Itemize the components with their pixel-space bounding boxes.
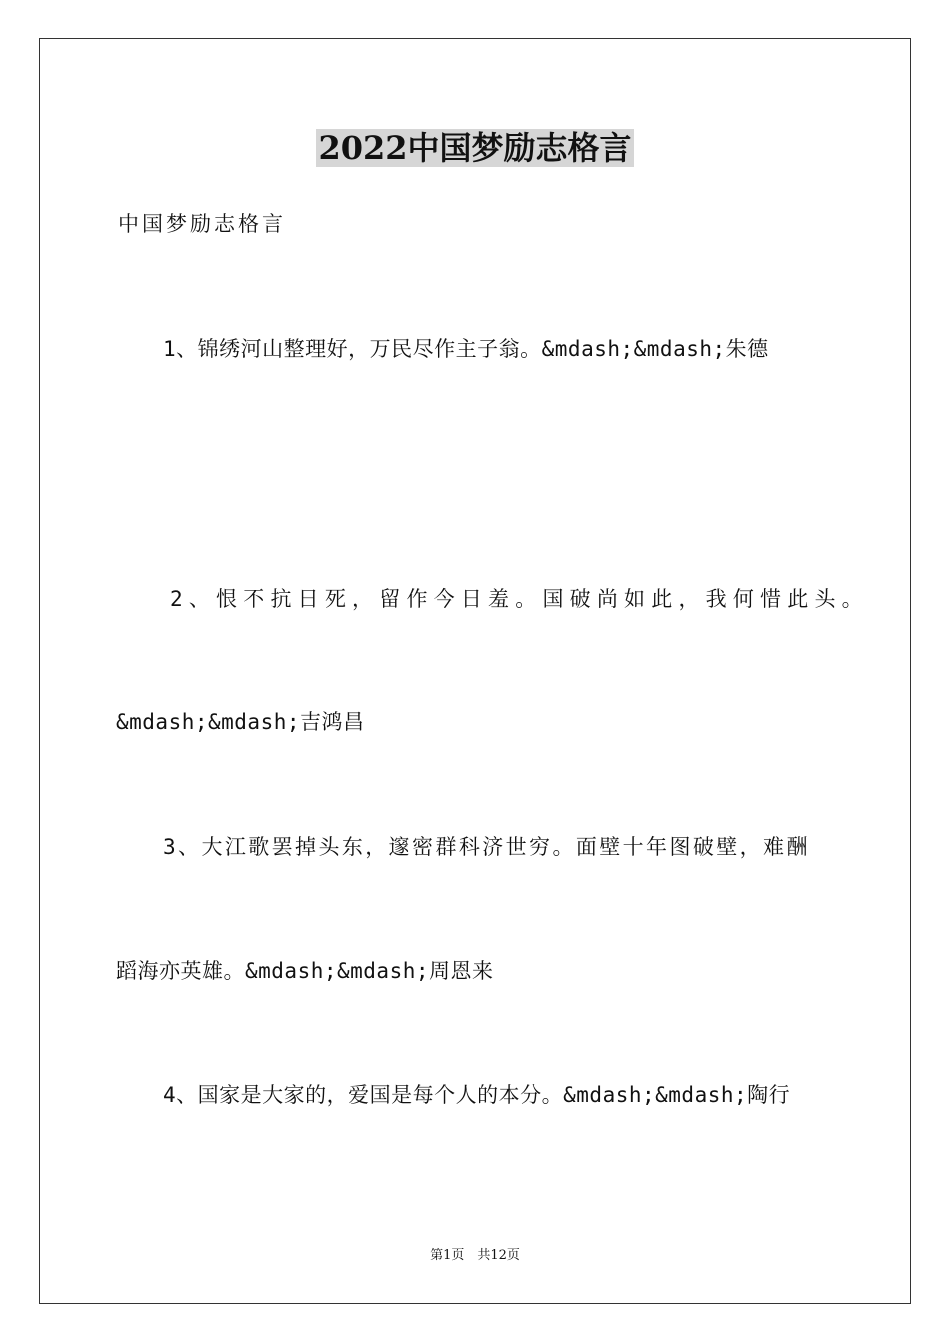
quote-line-1: 1、锦绣河山整理好，万民尽作主子翁。&mdash;&mdash;朱德 [163, 337, 769, 361]
document-title: 2022中国梦励志格言 [318, 129, 632, 167]
document-title-wrapper [0, 126, 950, 170]
quote-line-3: 3、大江歌罢掉头东，邃密群科济世穷。面壁十年图破壁，难酬 [163, 835, 810, 859]
quote-line-2-attribution: &mdash;&mdash;吉鸿昌 [116, 710, 365, 734]
quote-line-4: 4、国家是大家的，爱国是每个人的本分。&mdash;&mdash;陶行 [163, 1083, 791, 1107]
document-subtitle: 中国梦励志格言 [118, 212, 286, 236]
page-footer: 第1页 共12页 [430, 1248, 520, 1263]
quote-line-2: 2、恨不抗日死，留作今日羞。国破尚如此，我何惜此头。 [170, 587, 869, 611]
quote-line-3-continued: 蹈海亦英雄。&mdash;&mdash;周恩来 [116, 959, 494, 983]
